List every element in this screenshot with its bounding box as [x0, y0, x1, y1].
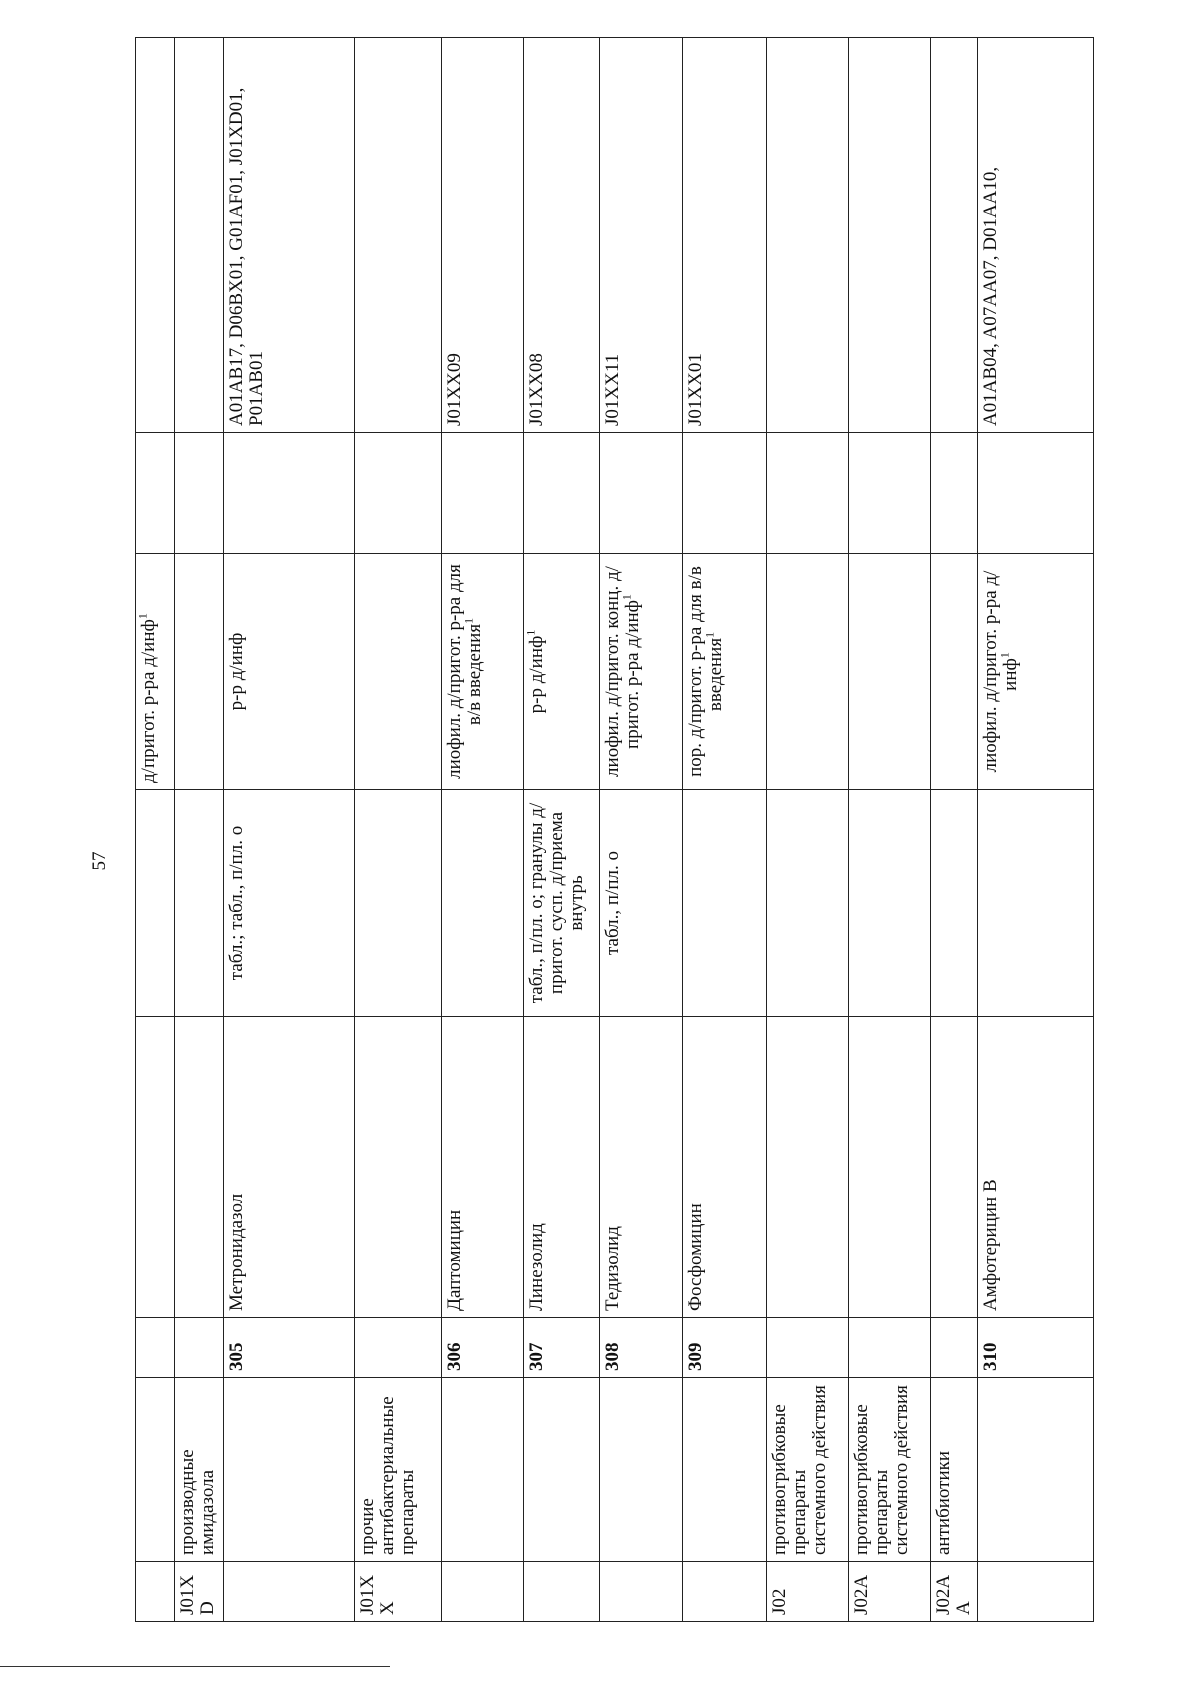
drug-name-cell: Амфотерицин В [978, 1017, 1094, 1318]
code-cell [978, 1562, 1094, 1622]
table-row [600, 38, 683, 1622]
injection-form-cell [767, 554, 849, 790]
injection-form-cell [931, 554, 978, 790]
injection-form-text: лиофил. д/пригот. р-ра для в/в введения [444, 564, 485, 779]
extra-cell [931, 433, 978, 554]
drug-name-cell: Фосфомицин [683, 1017, 767, 1318]
drug-name-cell: Тедизолид [600, 1017, 683, 1318]
atc-cell [931, 38, 978, 433]
oral-form-cell: табл., п/пл. о; гранулы д/пригот. сусп. д/приема внутрь [524, 790, 600, 1017]
atc-cell [767, 38, 849, 433]
extra-cell [978, 433, 1094, 554]
group-cell [224, 1378, 355, 1562]
injection-form-cell [442, 554, 524, 790]
oral-form-cell [931, 790, 978, 1017]
number-cell: 307 [524, 1318, 600, 1378]
atc-cell: J01XX08 [524, 38, 600, 433]
drug-name-cell [931, 1017, 978, 1318]
atc-cell: J01XX01 [683, 38, 767, 433]
injection-form-cell [136, 554, 175, 790]
group-cell: антибиотики [931, 1378, 978, 1562]
group-cell [978, 1378, 1094, 1562]
group-cell: противогрибковые препараты системного действия [767, 1378, 849, 1562]
page-number: 57 [89, 851, 110, 871]
injection-form-cell [355, 554, 442, 790]
oral-form-cell [767, 790, 849, 1017]
table-row [849, 38, 931, 1622]
injection-form-text: пор. д/пригот. р-ра для в/в введения [685, 566, 726, 777]
scan-edge-line [0, 1666, 390, 1667]
number-cell [849, 1318, 931, 1378]
extra-cell [224, 433, 355, 554]
injection-form-cell [978, 554, 1094, 790]
code-cell: J02 [767, 1562, 849, 1622]
oral-form-cell [849, 790, 931, 1017]
atc-cell [849, 38, 931, 433]
drug-name-cell: Даптомицин [442, 1017, 524, 1318]
injection-form-cell [524, 554, 600, 790]
atc-cell: J01XX09 [442, 38, 524, 433]
injection-form-cell [849, 554, 931, 790]
footnote-marker: 1 [523, 629, 538, 636]
code-cell [600, 1562, 683, 1622]
atc-cell: J01XX11 [600, 38, 683, 433]
drug-name-cell [175, 1017, 224, 1318]
oral-form-cell [442, 790, 524, 1017]
table-row [224, 38, 355, 1622]
number-cell: 308 [600, 1318, 683, 1378]
injection-form-cell [175, 554, 224, 790]
group-cell [683, 1378, 767, 1562]
table-row [175, 38, 224, 1622]
oral-form-cell: табл.; табл., п/пл. о [224, 790, 355, 1017]
drug-name-cell [849, 1017, 931, 1318]
footnote-marker: 1 [135, 613, 150, 620]
code-cell [524, 1562, 600, 1622]
code-cell [224, 1562, 355, 1622]
number-cell: 306 [442, 1318, 524, 1378]
footnote-marker: 1 [461, 617, 476, 624]
injection-form-cell [224, 554, 355, 790]
group-cell: прочие антибактериальные препараты [355, 1378, 442, 1562]
atc-cell [136, 38, 175, 433]
oral-form-cell [136, 790, 175, 1017]
number-cell [931, 1318, 978, 1378]
footnote-marker: 1 [619, 594, 634, 601]
table-row [442, 38, 524, 1622]
number-cell [175, 1318, 224, 1378]
number-cell [355, 1318, 442, 1378]
oral-form-cell: табл., п/пл. о [600, 790, 683, 1017]
extra-cell [355, 433, 442, 554]
extra-cell [524, 433, 600, 554]
table-row [978, 38, 1094, 1622]
extra-cell [849, 433, 931, 554]
number-cell [136, 1318, 175, 1378]
extra-cell [600, 433, 683, 554]
drug-name-cell: Метронидазол [224, 1017, 355, 1318]
code-cell: J01XX [355, 1562, 442, 1622]
injection-form-text: лиофил. д/пригот. конц. д/пригот. р-ра д/инф [602, 566, 643, 777]
injection-form-text: р-р д/инф [526, 635, 547, 714]
extra-cell [175, 433, 224, 554]
drug-name-cell: Линезолид [524, 1017, 600, 1318]
extra-cell [442, 433, 524, 554]
group-cell: производные имидазола [175, 1378, 224, 1562]
group-cell: противогрибковые препараты системного действия [849, 1378, 931, 1562]
code-cell: J01XD [175, 1562, 224, 1622]
table-row [931, 38, 978, 1622]
code-cell: J02A [849, 1562, 931, 1622]
table-row [136, 38, 175, 1622]
oral-form-cell [683, 790, 767, 1017]
table-row [683, 38, 767, 1622]
rotated-page-content [135, 38, 1157, 1622]
footnote-marker: 1 [997, 652, 1012, 659]
atc-cell: A01AB04, A07AA07, D01AA10, [978, 38, 1094, 433]
drug-name-cell [355, 1017, 442, 1318]
atc-cell [175, 38, 224, 433]
drug-table [135, 37, 1094, 1622]
group-cell [600, 1378, 683, 1562]
oral-form-cell [355, 790, 442, 1017]
injection-form-text: лиофил. д/пригот. р-ра д/инф [980, 570, 1021, 773]
oral-form-cell [175, 790, 224, 1017]
code-cell [136, 1562, 175, 1622]
extra-cell [683, 433, 767, 554]
extra-cell [767, 433, 849, 554]
number-cell: 309 [683, 1318, 767, 1378]
injection-form-cell [600, 554, 683, 790]
injection-form-text: д/пригот. р-ра д/инф [138, 619, 159, 783]
extra-cell [136, 433, 175, 554]
atc-cell: A01AB17, D06BX01, G01AF01, J01XD01, P01AB01 [224, 38, 355, 433]
code-cell: J02AA [931, 1562, 978, 1622]
table-row [524, 38, 600, 1622]
number-cell [767, 1318, 849, 1378]
group-cell [524, 1378, 600, 1562]
table-row [355, 38, 442, 1622]
number-cell: 310 [978, 1318, 1094, 1378]
group-cell [442, 1378, 524, 1562]
group-cell [136, 1378, 175, 1562]
oral-form-cell [978, 790, 1094, 1017]
table-row [767, 38, 849, 1622]
injection-form-text: р-р д/инф [226, 632, 247, 711]
drug-name-cell [767, 1017, 849, 1318]
number-cell: 305 [224, 1318, 355, 1378]
footnote-marker: 1 [702, 631, 717, 638]
code-cell [442, 1562, 524, 1622]
atc-cell [355, 38, 442, 433]
code-cell [683, 1562, 767, 1622]
injection-form-cell [683, 554, 767, 790]
drug-name-cell [136, 1017, 175, 1318]
